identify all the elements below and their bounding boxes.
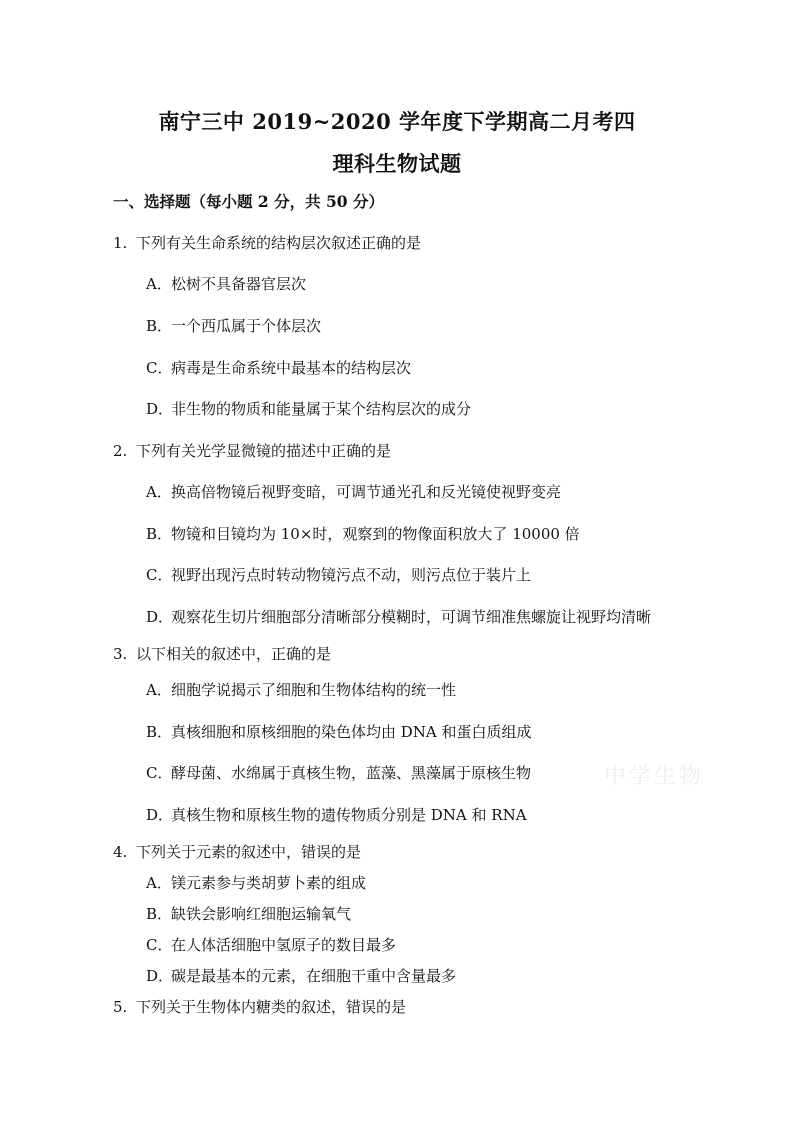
- question-3: [113, 643, 331, 664]
- option-letter: B．: [146, 525, 173, 543]
- option-text: 细胞学说揭示了细胞和生物体结构的统一性: [171, 681, 457, 699]
- page-title: 南宁三中 2019~2020 学年度下学期高二月考四: [158, 109, 636, 134]
- option-text: 真核生物和原核生物的遗传物质分别是 DNA 和 RNA: [171, 806, 527, 824]
- question-number: 4.: [113, 843, 128, 861]
- option-letter: B．: [146, 317, 173, 335]
- option-letter: A．: [146, 874, 172, 892]
- question-4-option-b: [146, 903, 351, 924]
- question-4-option-a: [146, 872, 366, 893]
- option-text: 视野出现污点时转动物镜污点不动，则污点位于装片上: [171, 566, 532, 584]
- question-5: [113, 996, 406, 1017]
- option-text: 在人体活细胞中氢原子的数目最多: [171, 936, 397, 954]
- option-text: 碳是最基本的元素，在细胞干重中含量最多: [171, 967, 457, 985]
- question-number: 3.: [113, 645, 128, 663]
- option-text: 酵母菌、水绵属于真核生物，蓝藻、黑藻属于原核生物: [171, 764, 532, 782]
- option-text: 松树不具备器官层次: [171, 275, 307, 293]
- question-2-option-a: [146, 481, 561, 502]
- question-3-option-a: [146, 679, 456, 700]
- question-3-option-b: [146, 721, 532, 742]
- option-letter: A．: [146, 275, 172, 293]
- question-number: 5.: [113, 998, 128, 1016]
- question-text: 以下相关的叙述中，正确的是: [136, 645, 332, 663]
- question-1-option-c: [146, 357, 411, 378]
- option-letter: D．: [146, 400, 174, 418]
- option-text: 真核细胞和原核细胞的染色体均由 DNA 和蛋白质组成: [171, 723, 532, 741]
- question-1-option-d: [146, 398, 471, 419]
- question-4-option-d: [146, 965, 456, 986]
- watermark: 中学生物: [604, 764, 705, 789]
- option-text: 镁元素参与类胡萝卜素的组成: [171, 874, 367, 892]
- option-letter: D．: [146, 806, 174, 824]
- question-text: 下列关于元素的叙述中，错误的是: [136, 843, 362, 861]
- option-text: 一个西瓜属于个体层次: [171, 317, 322, 335]
- question-number: 1.: [113, 234, 128, 252]
- page-subtitle: 理科生物试题: [332, 151, 462, 176]
- option-letter: C．: [146, 359, 173, 377]
- option-text: 换高倍物镜后视野变暗，可调节通光孔和反光镜使视野变亮: [171, 483, 562, 501]
- question-3-option-d: [146, 804, 527, 825]
- question-4: [113, 841, 361, 862]
- option-letter: B．: [146, 723, 173, 741]
- question-2-option-b: [146, 523, 580, 544]
- question-4-option-c: [146, 934, 396, 955]
- option-letter: D．: [146, 967, 174, 985]
- option-text: 物镜和目镜均为 10×时，观察到的物像面积放大了 10000 倍: [171, 525, 580, 543]
- option-letter: A．: [146, 483, 172, 501]
- question-text: 下列有关生命系统的结构层次叙述正确的是: [136, 234, 422, 252]
- option-letter: C．: [146, 764, 173, 782]
- option-letter: D．: [146, 608, 174, 626]
- question-1-option-a: [146, 273, 306, 294]
- question-2-option-d: [146, 606, 651, 627]
- option-letter: A．: [146, 681, 172, 699]
- option-text: 非生物的物质和能量属于某个结构层次的成分: [171, 400, 472, 418]
- question-text: 下列有关光学显微镜的描述中正确的是: [136, 442, 392, 460]
- section-heading: 一、选择题（每小题 2 分，共 50 分）: [113, 192, 384, 211]
- option-text: 缺铁会影响红细胞运输氧气: [171, 905, 352, 923]
- option-text: 病毒是生命系统中最基本的结构层次: [171, 359, 412, 377]
- option-letter: B．: [146, 905, 173, 923]
- question-1: [113, 232, 421, 253]
- question-2-option-c: [146, 564, 531, 585]
- question-2: [113, 440, 391, 461]
- option-letter: C．: [146, 936, 173, 954]
- question-1-option-b: [146, 315, 321, 336]
- question-3-option-c: [146, 762, 531, 783]
- option-text: 观察花生切片细胞部分清晰部分模糊时，可调节细准焦螺旋让视野均清晰: [171, 608, 652, 626]
- option-letter: C．: [146, 566, 173, 584]
- question-text: 下列关于生物体内糖类的叙述，错误的是: [136, 998, 407, 1016]
- question-number: 2.: [113, 442, 128, 460]
